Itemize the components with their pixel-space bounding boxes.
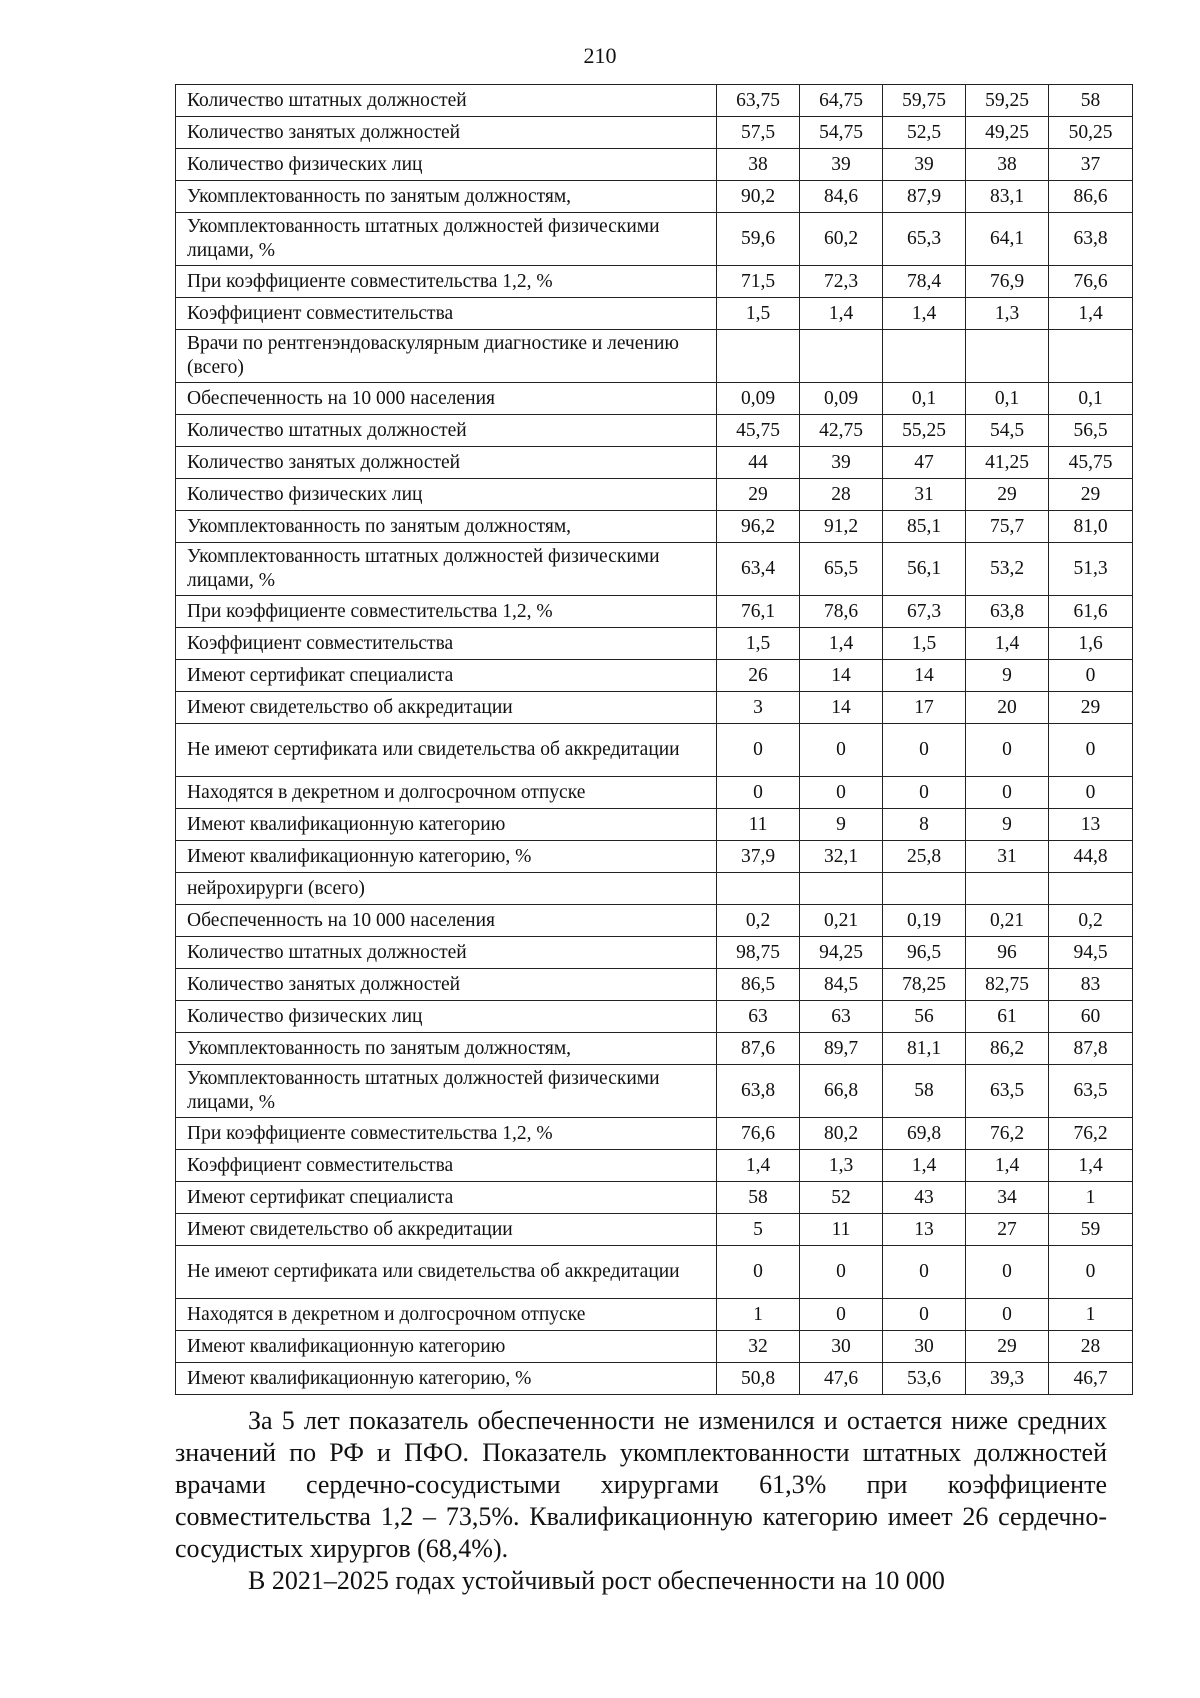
- value-cell: 87,6: [717, 1033, 800, 1065]
- row-label: Обеспеченность на 10 000 населения: [176, 905, 717, 937]
- value-cell: 58: [1049, 85, 1133, 117]
- row-label: Имеют сертификат специалиста: [176, 660, 717, 692]
- value-cell: 0: [800, 777, 883, 809]
- value-cell: 0: [1049, 1246, 1133, 1299]
- row-label: Обеспеченность на 10 000 населения: [176, 383, 717, 415]
- value-cell: 30: [883, 1331, 966, 1363]
- row-label: Укомплектованность штатных должностей физическими лицами, %: [176, 543, 717, 596]
- value-cell: 87,8: [1049, 1033, 1133, 1065]
- value-cell: 75,7: [966, 511, 1049, 543]
- value-cell: 45,75: [1049, 447, 1133, 479]
- value-cell: 0: [966, 1299, 1049, 1331]
- value-cell: 63,8: [966, 596, 1049, 628]
- value-cell: 0: [966, 724, 1049, 777]
- table-row: [176, 85, 1133, 117]
- value-cell: 44: [717, 447, 800, 479]
- value-cell: 0,09: [800, 383, 883, 415]
- value-cell: 0: [717, 777, 800, 809]
- value-cell: 65,3: [883, 213, 966, 266]
- row-label: Не имеют сертификата или свидетельства об аккредитации: [176, 724, 717, 777]
- table-row: [176, 809, 1133, 841]
- row-label: При коэффициенте совместительства 1,2, %: [176, 266, 717, 298]
- value-cell: 9: [800, 809, 883, 841]
- value-cell: 39: [800, 149, 883, 181]
- value-cell: 1,5: [717, 298, 800, 330]
- value-cell: 64,75: [800, 85, 883, 117]
- row-label: Имеют сертификат специалиста: [176, 1182, 717, 1214]
- value-cell: 1,4: [966, 628, 1049, 660]
- row-label: Имеют квалификационную категорию, %: [176, 1363, 717, 1395]
- value-cell: 80,2: [800, 1118, 883, 1150]
- value-cell: 1,4: [883, 1150, 966, 1182]
- value-cell: 0,21: [800, 905, 883, 937]
- value-cell: 0,2: [717, 905, 800, 937]
- value-cell: 47: [883, 447, 966, 479]
- value-cell: 63,4: [717, 543, 800, 596]
- value-cell: 76,2: [1049, 1118, 1133, 1150]
- value-cell: 41,25: [966, 447, 1049, 479]
- value-cell: 9: [966, 660, 1049, 692]
- table-row: [176, 511, 1133, 543]
- value-cell: 0: [883, 1299, 966, 1331]
- paragraph: В 2021–2025 годах устойчивый рост обеспеченности на 10 000: [248, 1566, 945, 1595]
- value-cell: 0: [1049, 777, 1133, 809]
- table-row: [176, 873, 1133, 905]
- value-cell: 39,3: [966, 1363, 1049, 1395]
- value-cell: 1,4: [1049, 298, 1133, 330]
- row-label: При коэффициенте совместительства 1,2, %: [176, 1118, 717, 1150]
- row-label: Врачи по рентгенэндоваскулярным диагностике и лечению (всего): [176, 330, 717, 383]
- value-cell: 29: [717, 479, 800, 511]
- value-cell: [717, 873, 800, 905]
- value-cell: [800, 330, 883, 383]
- value-cell: 0,1: [883, 383, 966, 415]
- row-label: Находятся в декретном и долгосрочном отпуске: [176, 777, 717, 809]
- value-cell: 84,5: [800, 969, 883, 1001]
- table-row: [176, 415, 1133, 447]
- body-text: [175, 1405, 1107, 1597]
- value-cell: 5: [717, 1214, 800, 1246]
- value-cell: 66,8: [800, 1065, 883, 1118]
- value-cell: 76,2: [966, 1118, 1049, 1150]
- table-row: [176, 1001, 1133, 1033]
- value-cell: 0: [966, 777, 1049, 809]
- value-cell: 29: [1049, 692, 1133, 724]
- row-label: Количество занятых должностей: [176, 447, 717, 479]
- staffing-table: [175, 84, 1133, 1395]
- table-row: [176, 1182, 1133, 1214]
- table-row: [176, 181, 1133, 213]
- value-cell: 94,5: [1049, 937, 1133, 969]
- value-cell: 91,2: [800, 511, 883, 543]
- page-number: 210: [583, 43, 617, 68]
- value-cell: 52,5: [883, 117, 966, 149]
- table-row: [176, 1118, 1133, 1150]
- value-cell: 54,5: [966, 415, 1049, 447]
- table-row: [176, 117, 1133, 149]
- table-row: [176, 479, 1133, 511]
- value-cell: 85,1: [883, 511, 966, 543]
- row-label: Количество штатных должностей: [176, 415, 717, 447]
- value-cell: 63,8: [717, 1065, 800, 1118]
- value-cell: 1,3: [800, 1150, 883, 1182]
- value-cell: 0: [883, 724, 966, 777]
- value-cell: 86,6: [1049, 181, 1133, 213]
- value-cell: 84,6: [800, 181, 883, 213]
- value-cell: 1,4: [883, 298, 966, 330]
- row-label: Коэффициент совместительства: [176, 298, 717, 330]
- value-cell: 89,7: [800, 1033, 883, 1065]
- value-cell: [800, 873, 883, 905]
- value-cell: 11: [717, 809, 800, 841]
- table-row: [176, 447, 1133, 479]
- table-row: [176, 1363, 1133, 1395]
- value-cell: 58: [883, 1065, 966, 1118]
- table-row: [176, 1065, 1133, 1118]
- row-label: Количество занятых должностей: [176, 117, 717, 149]
- table-row: [176, 149, 1133, 181]
- value-cell: 63,75: [717, 85, 800, 117]
- value-cell: 78,4: [883, 266, 966, 298]
- value-cell: 1,6: [1049, 628, 1133, 660]
- table-row: [176, 660, 1133, 692]
- value-cell: [1049, 873, 1133, 905]
- value-cell: 46,7: [1049, 1363, 1133, 1395]
- value-cell: 0,1: [1049, 383, 1133, 415]
- table-row: [176, 905, 1133, 937]
- value-cell: 13: [883, 1214, 966, 1246]
- value-cell: 0: [800, 724, 883, 777]
- value-cell: 0: [1049, 660, 1133, 692]
- row-label: При коэффициенте совместительства 1,2, %: [176, 596, 717, 628]
- value-cell: [717, 330, 800, 383]
- value-cell: 83: [1049, 969, 1133, 1001]
- value-cell: 55,25: [883, 415, 966, 447]
- value-cell: 25,8: [883, 841, 966, 873]
- value-cell: 14: [883, 660, 966, 692]
- value-cell: 63,8: [1049, 213, 1133, 266]
- value-cell: 98,75: [717, 937, 800, 969]
- table-row: [176, 692, 1133, 724]
- value-cell: 76,9: [966, 266, 1049, 298]
- value-cell: 30: [800, 1331, 883, 1363]
- value-cell: 0: [966, 1246, 1049, 1299]
- row-label: Имеют квалификационную категорию: [176, 809, 717, 841]
- value-cell: 0: [717, 724, 800, 777]
- value-cell: 20: [966, 692, 1049, 724]
- table-row: [176, 724, 1133, 777]
- value-cell: 13: [1049, 809, 1133, 841]
- value-cell: 0: [800, 1246, 883, 1299]
- value-cell: 14: [800, 660, 883, 692]
- value-cell: 39: [883, 149, 966, 181]
- value-cell: 32: [717, 1331, 800, 1363]
- value-cell: 28: [1049, 1331, 1133, 1363]
- row-label: Имеют свидетельство об аккредитации: [176, 1214, 717, 1246]
- value-cell: 59,25: [966, 85, 1049, 117]
- value-cell: [966, 873, 1049, 905]
- value-cell: 31: [966, 841, 1049, 873]
- row-label: Количество физических лиц: [176, 149, 717, 181]
- value-cell: 1,4: [800, 628, 883, 660]
- table-body: [176, 85, 1133, 1395]
- value-cell: 37,9: [717, 841, 800, 873]
- value-cell: 51,3: [1049, 543, 1133, 596]
- value-cell: 1,3: [966, 298, 1049, 330]
- value-cell: 44,8: [1049, 841, 1133, 873]
- value-cell: 63,5: [966, 1065, 1049, 1118]
- value-cell: 1,4: [1049, 1150, 1133, 1182]
- value-cell: 69,8: [883, 1118, 966, 1150]
- row-label: Имеют квалификационную категорию, %: [176, 841, 717, 873]
- row-label: Количество штатных должностей: [176, 937, 717, 969]
- value-cell: 29: [1049, 479, 1133, 511]
- value-cell: 64,1: [966, 213, 1049, 266]
- value-cell: 56,5: [1049, 415, 1133, 447]
- value-cell: 43: [883, 1182, 966, 1214]
- value-cell: 87,9: [883, 181, 966, 213]
- value-cell: 27: [966, 1214, 1049, 1246]
- value-cell: [883, 873, 966, 905]
- value-cell: [883, 330, 966, 383]
- table-row: [176, 628, 1133, 660]
- value-cell: 81,0: [1049, 511, 1133, 543]
- value-cell: 11: [800, 1214, 883, 1246]
- row-label: Коэффициент совместительства: [176, 628, 717, 660]
- value-cell: 61,6: [1049, 596, 1133, 628]
- row-label: Находятся в декретном и долгосрочном отпуске: [176, 1299, 717, 1331]
- paragraph: За 5 лет показатель обеспеченности не изменился и остается ниже средних значений по РФ и ПФО. Показатель укомплектованности штатных должностей врачами сердечно-сосудистыми хирургами 61,3% при коэффициенте совместительства 1,2 – 73,5%. Квалификационную категорию имеет 26 сердечно-сосудистых хирургов (68,4%).: [175, 1406, 1107, 1563]
- value-cell: 54,75: [800, 117, 883, 149]
- value-cell: 59: [1049, 1214, 1133, 1246]
- row-label: Количество штатных должностей: [176, 85, 717, 117]
- value-cell: 28: [800, 479, 883, 511]
- value-cell: 71,5: [717, 266, 800, 298]
- value-cell: 50,8: [717, 1363, 800, 1395]
- row-label: Укомплектованность штатных должностей физическими лицами, %: [176, 213, 717, 266]
- table-row: [176, 596, 1133, 628]
- row-label: Имеют квалификационную категорию: [176, 1331, 717, 1363]
- row-label: Количество занятых должностей: [176, 969, 717, 1001]
- value-cell: 76,6: [1049, 266, 1133, 298]
- table-row: [176, 266, 1133, 298]
- table-row: [176, 1331, 1133, 1363]
- row-label: Количество физических лиц: [176, 479, 717, 511]
- value-cell: 67,3: [883, 596, 966, 628]
- table-row: [176, 543, 1133, 596]
- value-cell: 14: [800, 692, 883, 724]
- value-cell: 9: [966, 809, 1049, 841]
- value-cell: 0: [800, 1299, 883, 1331]
- value-cell: 0,21: [966, 905, 1049, 937]
- value-cell: 34: [966, 1182, 1049, 1214]
- value-cell: 29: [966, 479, 1049, 511]
- value-cell: 3: [717, 692, 800, 724]
- table-row: [176, 1299, 1133, 1331]
- table-row: [176, 1033, 1133, 1065]
- row-label: Количество физических лиц: [176, 1001, 717, 1033]
- value-cell: 60,2: [800, 213, 883, 266]
- value-cell: 78,6: [800, 596, 883, 628]
- value-cell: 60: [1049, 1001, 1133, 1033]
- value-cell: 76,1: [717, 596, 800, 628]
- value-cell: 57,5: [717, 117, 800, 149]
- table-row: [176, 1150, 1133, 1182]
- value-cell: 37: [1049, 149, 1133, 181]
- table-row: [176, 777, 1133, 809]
- value-cell: 38: [717, 149, 800, 181]
- table-row: [176, 213, 1133, 266]
- row-label: нейрохирурги (всего): [176, 873, 717, 905]
- value-cell: 0: [883, 1246, 966, 1299]
- value-cell: 1,5: [717, 628, 800, 660]
- table-row: [176, 841, 1133, 873]
- value-cell: 0: [717, 1246, 800, 1299]
- value-cell: 1: [717, 1299, 800, 1331]
- value-cell: 1,4: [800, 298, 883, 330]
- value-cell: 1: [1049, 1299, 1133, 1331]
- value-cell: 63: [717, 1001, 800, 1033]
- value-cell: 1,5: [883, 628, 966, 660]
- value-cell: 32,1: [800, 841, 883, 873]
- value-cell: 50,25: [1049, 117, 1133, 149]
- value-cell: [966, 330, 1049, 383]
- value-cell: 1: [1049, 1182, 1133, 1214]
- value-cell: 59,75: [883, 85, 966, 117]
- value-cell: 0,19: [883, 905, 966, 937]
- value-cell: 76,6: [717, 1118, 800, 1150]
- value-cell: 90,2: [717, 181, 800, 213]
- value-cell: 1,4: [717, 1150, 800, 1182]
- value-cell: 58: [717, 1182, 800, 1214]
- value-cell: 0,2: [1049, 905, 1133, 937]
- value-cell: [1049, 330, 1133, 383]
- table-row: [176, 937, 1133, 969]
- value-cell: 1,4: [966, 1150, 1049, 1182]
- value-cell: 53,6: [883, 1363, 966, 1395]
- value-cell: 52: [800, 1182, 883, 1214]
- value-cell: 8: [883, 809, 966, 841]
- value-cell: 61: [966, 1001, 1049, 1033]
- value-cell: 0,1: [966, 383, 1049, 415]
- row-label: Не имеют сертификата или свидетельства об аккредитации: [176, 1246, 717, 1299]
- value-cell: 17: [883, 692, 966, 724]
- value-cell: 56,1: [883, 543, 966, 596]
- value-cell: 65,5: [800, 543, 883, 596]
- row-label: Укомплектованность по занятым должностям,: [176, 1033, 717, 1065]
- value-cell: 0: [883, 777, 966, 809]
- value-cell: 96,5: [883, 937, 966, 969]
- value-cell: 26: [717, 660, 800, 692]
- value-cell: 81,1: [883, 1033, 966, 1065]
- value-cell: 96: [966, 937, 1049, 969]
- row-label: Укомплектованность по занятым должностям,: [176, 511, 717, 543]
- value-cell: 86,5: [717, 969, 800, 1001]
- row-label: Укомплектованность по занятым должностям,: [176, 181, 717, 213]
- value-cell: 83,1: [966, 181, 1049, 213]
- value-cell: 59,6: [717, 213, 800, 266]
- row-label: Имеют свидетельство об аккредитации: [176, 692, 717, 724]
- value-cell: 38: [966, 149, 1049, 181]
- table-row: [176, 383, 1133, 415]
- value-cell: 29: [966, 1331, 1049, 1363]
- value-cell: 78,25: [883, 969, 966, 1001]
- value-cell: 39: [800, 447, 883, 479]
- value-cell: 82,75: [966, 969, 1049, 1001]
- value-cell: 96,2: [717, 511, 800, 543]
- value-cell: 86,2: [966, 1033, 1049, 1065]
- value-cell: 72,3: [800, 266, 883, 298]
- table-row: [176, 298, 1133, 330]
- table-row: [176, 1214, 1133, 1246]
- value-cell: 63: [800, 1001, 883, 1033]
- value-cell: 31: [883, 479, 966, 511]
- row-label: Укомплектованность штатных должностей физическими лицами, %: [176, 1065, 717, 1118]
- table-row: [176, 969, 1133, 1001]
- table-row: [176, 330, 1133, 383]
- value-cell: 49,25: [966, 117, 1049, 149]
- value-cell: 53,2: [966, 543, 1049, 596]
- value-cell: 63,5: [1049, 1065, 1133, 1118]
- value-cell: 0: [1049, 724, 1133, 777]
- value-cell: 94,25: [800, 937, 883, 969]
- value-cell: 42,75: [800, 415, 883, 447]
- table-row: [176, 1246, 1133, 1299]
- row-label: Коэффициент совместительства: [176, 1150, 717, 1182]
- value-cell: 56: [883, 1001, 966, 1033]
- value-cell: 45,75: [717, 415, 800, 447]
- value-cell: 47,6: [800, 1363, 883, 1395]
- value-cell: 0,09: [717, 383, 800, 415]
